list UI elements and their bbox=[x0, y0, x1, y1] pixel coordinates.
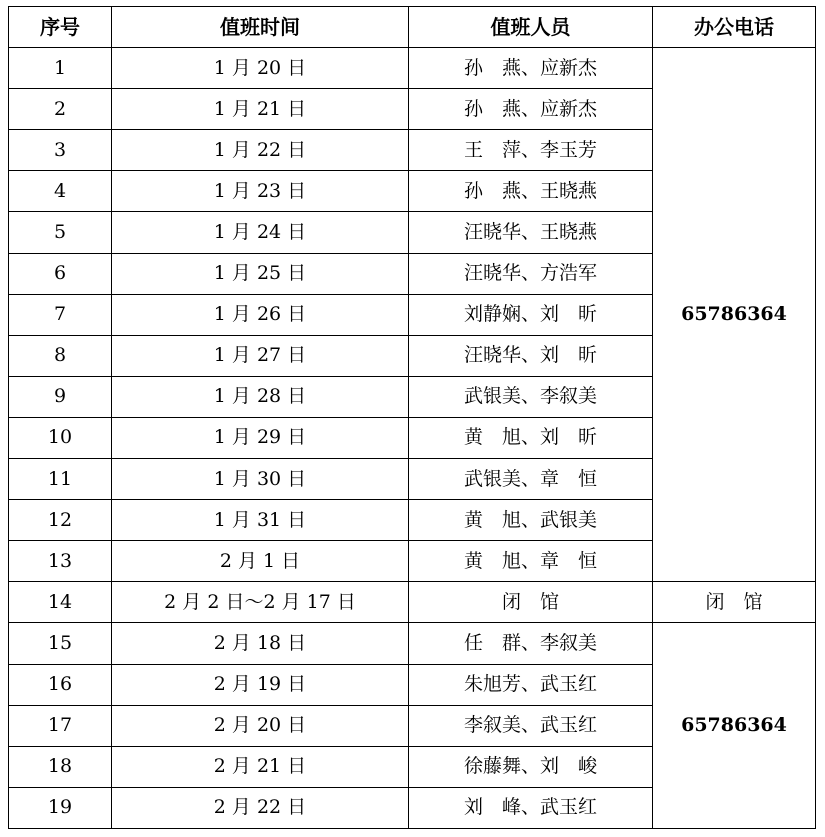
row-staff: 汪晓华、王晓燕 bbox=[409, 212, 653, 253]
row-date: 2 月 20 日 bbox=[112, 705, 409, 746]
header-staff: 值班人员 bbox=[409, 7, 653, 48]
header-row bbox=[9, 7, 816, 48]
row-date: 1 月 29 日 bbox=[112, 417, 409, 458]
row-date: 1 月 22 日 bbox=[112, 130, 409, 171]
row-no: 17 bbox=[9, 705, 112, 746]
row-no: 6 bbox=[9, 253, 112, 294]
row-no: 3 bbox=[9, 130, 112, 171]
table-row bbox=[9, 623, 816, 664]
table-row-closed bbox=[9, 582, 816, 623]
row-no: 8 bbox=[9, 335, 112, 376]
office-phone-cell: 65786364 bbox=[653, 48, 816, 582]
row-staff: 孙 燕、应新杰 bbox=[409, 89, 653, 130]
row-staff: 王 萍、李玉芳 bbox=[409, 130, 653, 171]
row-no: 9 bbox=[9, 376, 112, 417]
row-staff: 武银美、李叙美 bbox=[409, 376, 653, 417]
row-no: 16 bbox=[9, 664, 112, 705]
row-staff: 刘静娴、刘 昕 bbox=[409, 294, 653, 335]
table-row bbox=[9, 48, 816, 89]
row-no: 2 bbox=[9, 89, 112, 130]
header-no: 序号 bbox=[9, 7, 112, 48]
row-staff: 闭 馆 bbox=[409, 582, 653, 623]
row-date: 1 月 31 日 bbox=[112, 500, 409, 541]
row-date: 1 月 20 日 bbox=[112, 48, 409, 89]
row-date: 1 月 21 日 bbox=[112, 89, 409, 130]
row-no: 19 bbox=[9, 787, 112, 828]
row-date: 2 月 21 日 bbox=[112, 746, 409, 787]
row-date: 1 月 27 日 bbox=[112, 335, 409, 376]
row-no: 11 bbox=[9, 459, 112, 500]
row-no: 7 bbox=[9, 294, 112, 335]
row-date: 1 月 23 日 bbox=[112, 171, 409, 212]
row-staff: 朱旭芳、武玉红 bbox=[409, 664, 653, 705]
office-phone-cell: 65786364 bbox=[653, 623, 816, 828]
row-date: 1 月 24 日 bbox=[112, 212, 409, 253]
row-no: 10 bbox=[9, 417, 112, 458]
duty-schedule-table bbox=[8, 6, 816, 829]
row-date: 1 月 26 日 bbox=[112, 294, 409, 335]
row-staff: 李叙美、武玉红 bbox=[409, 705, 653, 746]
row-no: 13 bbox=[9, 541, 112, 582]
row-staff: 孙 燕、王晓燕 bbox=[409, 171, 653, 212]
closed-phone-cell: 闭 馆 bbox=[653, 582, 816, 623]
row-date: 1 月 30 日 bbox=[112, 459, 409, 500]
row-date: 2 月 2 日～2 月 17 日 bbox=[112, 582, 409, 623]
row-staff: 徐藤舞、刘 峻 bbox=[409, 746, 653, 787]
row-no: 1 bbox=[9, 48, 112, 89]
row-staff: 汪晓华、方浩军 bbox=[409, 253, 653, 294]
header-date: 值班时间 bbox=[112, 7, 409, 48]
row-staff: 刘 峰、武玉红 bbox=[409, 787, 653, 828]
row-date: 1 月 25 日 bbox=[112, 253, 409, 294]
row-staff: 汪晓华、刘 昕 bbox=[409, 335, 653, 376]
row-staff: 黄 旭、章 恒 bbox=[409, 541, 653, 582]
row-date: 2 月 18 日 bbox=[112, 623, 409, 664]
row-no: 4 bbox=[9, 171, 112, 212]
row-no: 5 bbox=[9, 212, 112, 253]
row-staff: 黄 旭、武银美 bbox=[409, 500, 653, 541]
row-date: 1 月 28 日 bbox=[112, 376, 409, 417]
row-date: 2 月 1 日 bbox=[112, 541, 409, 582]
header-phone: 办公电话 bbox=[653, 7, 816, 48]
row-no: 14 bbox=[9, 582, 112, 623]
row-no: 12 bbox=[9, 500, 112, 541]
row-no: 15 bbox=[9, 623, 112, 664]
row-date: 2 月 22 日 bbox=[112, 787, 409, 828]
row-staff: 任 群、李叙美 bbox=[409, 623, 653, 664]
row-staff: 黄 旭、刘 昕 bbox=[409, 417, 653, 458]
row-no: 18 bbox=[9, 746, 112, 787]
row-date: 2 月 19 日 bbox=[112, 664, 409, 705]
row-staff: 武银美、章 恒 bbox=[409, 459, 653, 500]
row-staff: 孙 燕、应新杰 bbox=[409, 48, 653, 89]
